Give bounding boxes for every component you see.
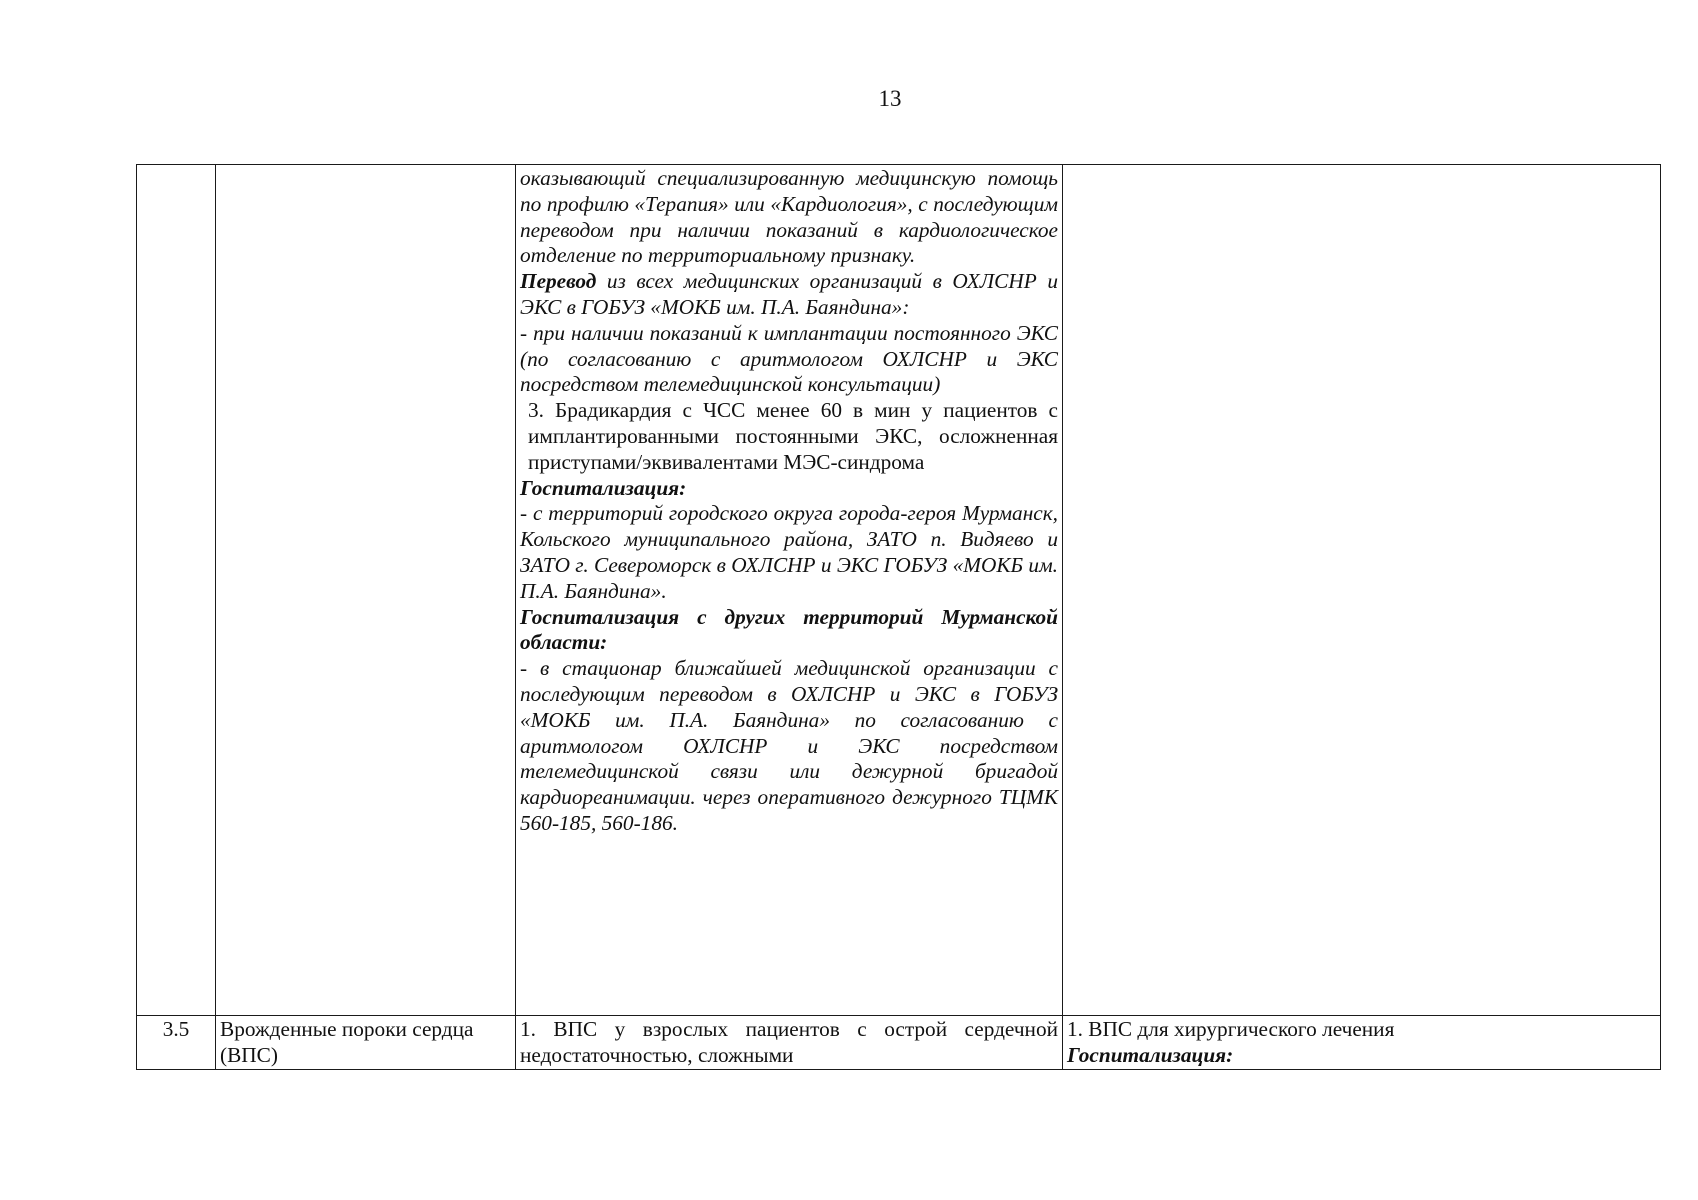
page-number: 13 xyxy=(878,86,902,111)
transfer-item: - при наличии показаний к имплантации постоянного ЭКС (по согласованию с аритмологом ОХЛСНР и ЭКС посредством телемедицинской консультации) xyxy=(520,320,1058,397)
condition-name-cell: Врожденные пороки сердца (ВПС) xyxy=(216,1016,516,1070)
hospitalization-item: - с территорий городского округа города-героя Мурманск, Кольского муниципального района, ЗАТО п. Видяево и ЗАТО г. Североморск в ОХЛСНР и ЭКС ГОБУЗ «МОКБ им. П.А. Баяндина». xyxy=(520,501,1058,603)
transfer-paragraph xyxy=(520,269,1058,321)
notes-cell xyxy=(1063,165,1661,1016)
row-number-cell: 3.5 xyxy=(137,1016,216,1070)
routing-cell xyxy=(516,1016,1063,1070)
routing-cell xyxy=(516,165,1063,1016)
routing-paragraph: 1. ВПС у взрослых пациентов с острой сердечной недостаточностью, сложными xyxy=(520,1017,1058,1067)
table-row xyxy=(137,165,1661,1016)
condition-name-cell xyxy=(216,165,516,1016)
routing-paragraph: оказывающий специализированную медицинскую помощь по профилю «Терапия» или «Кардиология», с последующим переводом при наличии показаний в кардиологическое отделение по территориальному признаку. xyxy=(520,166,1058,268)
routing-table xyxy=(136,164,1661,1070)
hospitalization-other-label: Госпитализация с других территорий Мурманской области: xyxy=(520,604,1058,655)
notes-line: 1. ВПС для хирургического лечения xyxy=(1067,1017,1395,1041)
row-number-cell xyxy=(137,165,216,1016)
hospitalization-other-item: - в стационар ближайшей медицинской организации с последующим переводом в ОХЛСНР и ЭКС в ГОБУЗ «МОКБ им. П.А. Баяндина» по согласованию с аритмологом ОХЛСНР и ЭКС посредством телемедицинской связи или дежурной бригадой кардиореанимации. через оперативного дежурного ТЦМК 560-185, 560-186. xyxy=(520,656,1058,835)
table-row xyxy=(137,1016,1661,1070)
hospitalization-label: Госпитализация: xyxy=(1067,1042,1234,1067)
item-3-paragraph: 3. Брадикардия с ЧСС менее 60 в мин у пациентов с имплантированными постоянными ЭКС, осложненная приступами/эквивалентами МЭС-синдрома xyxy=(528,398,1058,474)
transfer-text: из всех медицинских организаций в ОХЛСНР и ЭКС в ГОБУЗ «МОКБ им. П.А. Баяндина»: xyxy=(520,269,1058,319)
transfer-label: Перевод xyxy=(520,269,597,294)
notes-cell xyxy=(1063,1016,1661,1070)
hospitalization-label: Госпитализация: xyxy=(520,475,687,500)
